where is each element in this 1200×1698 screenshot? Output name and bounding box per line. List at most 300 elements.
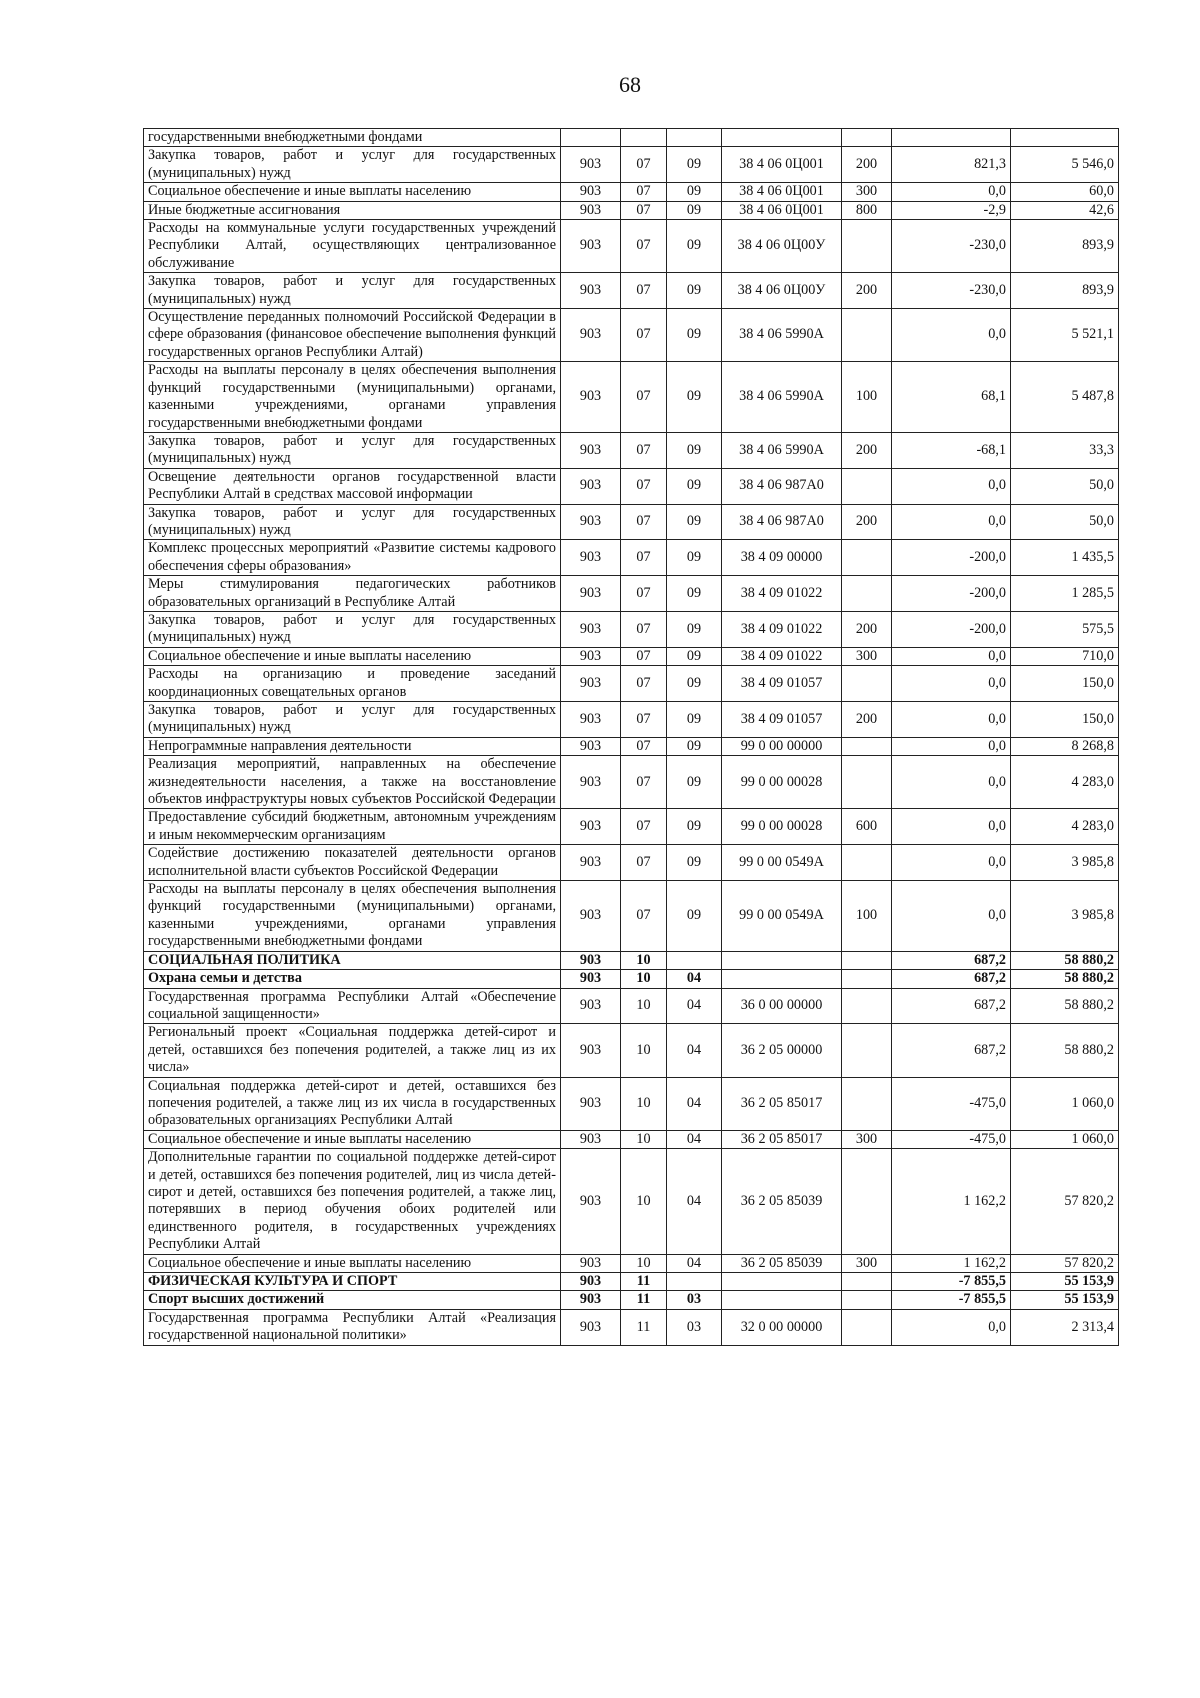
target-article-cell: 36 2 05 85039 [722,1254,842,1272]
table-row [144,183,1119,201]
row-name-cell: Социальное обеспечение и иные выплаты населению [144,647,561,665]
section-code-cell: 07 [621,468,667,504]
grbs-code-cell: 903 [561,504,621,540]
row-name-cell: государственными внебюджетными фондами [144,129,561,147]
row-name-cell: Закупка товаров, работ и услуг для государственных (муниципальных) нужд [144,611,561,647]
section-code-cell: 10 [621,988,667,1024]
subsection-code-cell: 04 [667,1149,722,1254]
change-amount-cell: 1 162,2 [892,1254,1011,1272]
grbs-code-cell: 903 [561,432,621,468]
table-row [144,970,1119,988]
table-row [144,129,1119,147]
subsection-code-cell: 09 [667,432,722,468]
table-row [144,611,1119,647]
total-amount-cell: 150,0 [1011,702,1119,738]
page-number: 68 [619,72,641,97]
expense-type-cell: 200 [842,702,892,738]
target-article-cell: 38 4 09 01022 [722,647,842,665]
grbs-code-cell: 903 [561,201,621,219]
total-amount-cell: 55 153,9 [1011,1291,1119,1309]
expense-type-cell [842,540,892,576]
total-amount-cell: 50,0 [1011,468,1119,504]
section-code-cell: 07 [621,666,667,702]
table-row [144,468,1119,504]
target-article-cell: 38 4 06 5990А [722,432,842,468]
expense-type-cell: 100 [842,881,892,952]
change-amount-cell: -230,0 [892,220,1011,273]
subsection-code-cell: 09 [667,666,722,702]
grbs-code-cell: 903 [561,951,621,969]
grbs-code-cell: 903 [561,147,621,183]
table-row [144,845,1119,881]
target-article-cell: 36 2 05 00000 [722,1024,842,1077]
total-amount-cell: 5 521,1 [1011,309,1119,362]
change-amount-cell: 0,0 [892,845,1011,881]
table-row [144,1254,1119,1272]
grbs-code-cell: 903 [561,1149,621,1254]
change-amount-cell: 687,2 [892,951,1011,969]
grbs-code-cell: 903 [561,702,621,738]
change-amount-cell: -200,0 [892,611,1011,647]
total-amount-cell: 893,9 [1011,220,1119,273]
change-amount-cell: -200,0 [892,576,1011,612]
change-amount-cell: 821,3 [892,147,1011,183]
change-amount-cell: 0,0 [892,183,1011,201]
target-article-cell: 38 4 09 00000 [722,540,842,576]
row-name-cell: Закупка товаров, работ и услуг для государственных (муниципальных) нужд [144,432,561,468]
table-row [144,756,1119,809]
change-amount-cell: -200,0 [892,540,1011,576]
table-row [144,702,1119,738]
subsection-code-cell [667,951,722,969]
row-name-cell: Осуществление переданных полномочий Российской Федерации в сфере образования (финансовое обеспечение выполнения функций государственных органов Республики Алтай) [144,309,561,362]
grbs-code-cell: 903 [561,970,621,988]
row-name-cell: Социальное обеспечение и иные выплаты населению [144,183,561,201]
total-amount-cell: 42,6 [1011,201,1119,219]
total-amount-cell: 5 487,8 [1011,362,1119,433]
subsection-code-cell: 09 [667,468,722,504]
subsection-code-cell: 09 [667,881,722,952]
section-code-cell: 10 [621,1254,667,1272]
subsection-code-cell: 09 [667,220,722,273]
table-row [144,951,1119,969]
grbs-code-cell: 903 [561,183,621,201]
section-code-cell: 11 [621,1291,667,1309]
grbs-code-cell: 903 [561,647,621,665]
section-code-cell: 07 [621,737,667,755]
expense-type-cell: 200 [842,611,892,647]
target-article-cell: 99 0 00 0549А [722,881,842,952]
table-row [144,1291,1119,1309]
change-amount-cell: 0,0 [892,504,1011,540]
table-row [144,1024,1119,1077]
table-row [144,1273,1119,1291]
target-article-cell: 32 0 00 00000 [722,1309,842,1345]
change-amount-cell: -7 855,5 [892,1291,1011,1309]
target-article-cell: 99 0 00 0549А [722,845,842,881]
subsection-code-cell: 09 [667,809,722,845]
section-code-cell [621,129,667,147]
subsection-code-cell: 09 [667,504,722,540]
section-code-cell: 10 [621,1130,667,1148]
target-article-cell [722,129,842,147]
table-row [144,220,1119,273]
subsection-code-cell: 09 [667,611,722,647]
target-article-cell: 36 2 05 85017 [722,1077,842,1130]
target-article-cell: 38 4 06 0Ц001 [722,183,842,201]
subsection-code-cell: 09 [667,756,722,809]
total-amount-cell: 5 546,0 [1011,147,1119,183]
total-amount-cell: 57 820,2 [1011,1149,1119,1254]
section-code-cell: 07 [621,309,667,362]
row-name-cell: Расходы на организацию и проведение заседаний координационных совещательных органов [144,666,561,702]
table-row [144,362,1119,433]
row-name-cell: Охрана семьи и детства [144,970,561,988]
subsection-code-cell: 09 [667,540,722,576]
total-amount-cell: 8 268,8 [1011,737,1119,755]
expense-type-cell [842,988,892,1024]
section-code-cell: 10 [621,970,667,988]
total-amount-cell: 710,0 [1011,647,1119,665]
section-code-cell: 10 [621,951,667,969]
total-amount-cell: 150,0 [1011,666,1119,702]
row-name-cell: Предоставление субсидий бюджетным, автономным учреждениям и иным некоммерческим организациям [144,809,561,845]
section-code-cell: 07 [621,183,667,201]
expense-type-cell: 200 [842,147,892,183]
change-amount-cell: -475,0 [892,1077,1011,1130]
row-name-cell: Расходы на выплаты персоналу в целях обеспечения выполнения функций государственными (муниципальными) органами, казенными учреждениями, органами управления государственными внебюджетными фондами [144,362,561,433]
total-amount-cell: 1 285,5 [1011,576,1119,612]
table-row [144,1309,1119,1345]
target-article-cell [722,951,842,969]
total-amount-cell: 1 060,0 [1011,1077,1119,1130]
grbs-code-cell: 903 [561,845,621,881]
total-amount-cell: 33,3 [1011,432,1119,468]
expense-type-cell [842,129,892,147]
grbs-code-cell: 903 [561,1291,621,1309]
subsection-code-cell: 04 [667,988,722,1024]
subsection-code-cell: 09 [667,201,722,219]
section-code-cell: 07 [621,220,667,273]
expense-type-cell [842,576,892,612]
expense-type-cell [842,1309,892,1345]
section-code-cell: 07 [621,504,667,540]
row-name-cell: Содействие достижению показателей деятельности органов исполнительной власти субъектов Российской Федерации [144,845,561,881]
expense-type-cell: 300 [842,183,892,201]
row-name-cell: Социальное обеспечение и иные выплаты населению [144,1254,561,1272]
row-name-cell: Социальное обеспечение и иные выплаты населению [144,1130,561,1148]
section-code-cell: 10 [621,1024,667,1077]
target-article-cell: 38 4 09 01022 [722,576,842,612]
grbs-code-cell: 903 [561,468,621,504]
expense-type-cell: 800 [842,201,892,219]
section-code-cell: 07 [621,647,667,665]
row-name-cell: Государственная программа Республики Алтай «Реализация государственной национальной политики» [144,1309,561,1345]
section-code-cell: 10 [621,1077,667,1130]
section-code-cell: 07 [621,576,667,612]
total-amount-cell: 1 435,5 [1011,540,1119,576]
total-amount-cell: 4 283,0 [1011,809,1119,845]
change-amount-cell: 687,2 [892,970,1011,988]
row-name-cell: Расходы на выплаты персоналу в целях обеспечения выполнения функций государственными (муниципальными) органами, казенными учреждениями, органами управления государственными внебюджетными фондами [144,881,561,952]
grbs-code-cell: 903 [561,1024,621,1077]
expense-type-cell [842,951,892,969]
grbs-code-cell: 903 [561,540,621,576]
expense-type-cell: 300 [842,1130,892,1148]
grbs-code-cell: 903 [561,737,621,755]
grbs-code-cell: 903 [561,756,621,809]
table-row [144,504,1119,540]
subsection-code-cell: 03 [667,1291,722,1309]
expense-type-cell: 200 [842,273,892,309]
target-article-cell: 38 4 06 5990А [722,309,842,362]
expense-type-cell [842,1024,892,1077]
target-article-cell: 38 4 06 987А0 [722,504,842,540]
grbs-code-cell [561,129,621,147]
subsection-code-cell: 09 [667,147,722,183]
subsection-code-cell: 04 [667,1130,722,1148]
table-row [144,737,1119,755]
budget-table-body [144,129,1119,1346]
subsection-code-cell: 09 [667,702,722,738]
row-name-cell: Спорт высших достижений [144,1291,561,1309]
target-article-cell: 38 4 09 01057 [722,702,842,738]
row-name-cell: Закупка товаров, работ и услуг для государственных (муниципальных) нужд [144,273,561,309]
row-name-cell: Закупка товаров, работ и услуг для государственных (муниципальных) нужд [144,702,561,738]
grbs-code-cell: 903 [561,309,621,362]
subsection-code-cell [667,129,722,147]
change-amount-cell: -475,0 [892,1130,1011,1148]
change-amount-cell: 68,1 [892,362,1011,433]
change-amount-cell: -68,1 [892,432,1011,468]
expense-type-cell [842,756,892,809]
total-amount-cell: 4 283,0 [1011,756,1119,809]
row-name-cell: Дополнительные гарантии по социальной поддержке детей-сирот и детей, оставшихся без попечения родителей, лиц из числа детей-сирот и детей, оставшихся без попечения родителей, а также лиц, потерявших в период обучения обоих родителей или единственного родителя, в государственных учреждениях Республики Алтай [144,1149,561,1254]
target-article-cell: 38 4 06 0Ц00У [722,220,842,273]
section-code-cell: 07 [621,881,667,952]
row-name-cell: Государственная программа Республики Алтай «Обеспечение социальной защищенности» [144,988,561,1024]
table-row [144,201,1119,219]
expense-type-cell: 200 [842,432,892,468]
table-row [144,147,1119,183]
total-amount-cell: 3 985,8 [1011,845,1119,881]
change-amount-cell: 0,0 [892,647,1011,665]
grbs-code-cell: 903 [561,1077,621,1130]
subsection-code-cell: 09 [667,576,722,612]
total-amount-cell: 58 880,2 [1011,970,1119,988]
row-name-cell: Расходы на коммунальные услуги государственных учреждений Республики Алтай, осуществляющих централизованное обслуживание [144,220,561,273]
expense-type-cell [842,1273,892,1291]
subsection-code-cell [667,1273,722,1291]
grbs-code-cell: 903 [561,273,621,309]
expense-type-cell [842,1149,892,1254]
total-amount-cell: 58 880,2 [1011,951,1119,969]
target-article-cell: 99 0 00 00000 [722,737,842,755]
change-amount-cell: 687,2 [892,988,1011,1024]
change-amount-cell: 0,0 [892,1309,1011,1345]
expense-type-cell: 100 [842,362,892,433]
row-name-cell: СОЦИАЛЬНАЯ ПОЛИТИКА [144,951,561,969]
change-amount-cell: 687,2 [892,1024,1011,1077]
expense-type-cell [842,845,892,881]
subsection-code-cell: 04 [667,1254,722,1272]
total-amount-cell: 55 153,9 [1011,1273,1119,1291]
expense-type-cell: 200 [842,504,892,540]
row-name-cell: Иные бюджетные ассигнования [144,201,561,219]
target-article-cell [722,1291,842,1309]
change-amount-cell: 0,0 [892,737,1011,755]
change-amount-cell: -230,0 [892,273,1011,309]
table-row [144,432,1119,468]
grbs-code-cell: 903 [561,220,621,273]
total-amount-cell: 60,0 [1011,183,1119,201]
change-amount-cell [892,129,1011,147]
table-row [144,273,1119,309]
target-article-cell: 38 4 06 0Ц001 [722,201,842,219]
subsection-code-cell: 09 [667,362,722,433]
table-row [144,1077,1119,1130]
row-name-cell: Освещение деятельности органов государственной власти Республики Алтай в средствах массовой информации [144,468,561,504]
table-row [144,309,1119,362]
table-row [144,576,1119,612]
table-row [144,1149,1119,1254]
expense-type-cell [842,737,892,755]
table-row [144,988,1119,1024]
grbs-code-cell: 903 [561,1130,621,1148]
grbs-code-cell: 903 [561,809,621,845]
subsection-code-cell: 09 [667,845,722,881]
subsection-code-cell: 09 [667,183,722,201]
row-name-cell: Социальная поддержка детей-сирот и детей, оставшихся без попечения родителей, а также лиц из их числа в государственных образовательных организациях Республики Алтай [144,1077,561,1130]
grbs-code-cell: 903 [561,1273,621,1291]
grbs-code-cell: 903 [561,576,621,612]
expense-type-cell [842,220,892,273]
budget-table [143,128,1119,1346]
row-name-cell: Комплекс процессных мероприятий «Развитие системы кадрового обеспечения сферы образования» [144,540,561,576]
grbs-code-cell: 903 [561,1309,621,1345]
section-code-cell: 07 [621,201,667,219]
grbs-code-cell: 903 [561,611,621,647]
table-row [144,1130,1119,1148]
subsection-code-cell: 09 [667,309,722,362]
target-article-cell: 99 0 00 00028 [722,756,842,809]
expense-type-cell: 300 [842,1254,892,1272]
table-row [144,809,1119,845]
expense-type-cell [842,468,892,504]
grbs-code-cell: 903 [561,362,621,433]
change-amount-cell: 0,0 [892,756,1011,809]
total-amount-cell: 575,5 [1011,611,1119,647]
grbs-code-cell: 903 [561,988,621,1024]
target-article-cell: 38 4 09 01057 [722,666,842,702]
change-amount-cell: 0,0 [892,468,1011,504]
subsection-code-cell: 09 [667,273,722,309]
target-article-cell: 36 0 00 00000 [722,988,842,1024]
row-name-cell: ФИЗИЧЕСКАЯ КУЛЬТУРА И СПОРТ [144,1273,561,1291]
total-amount-cell: 58 880,2 [1011,1024,1119,1077]
section-code-cell: 07 [621,432,667,468]
expense-type-cell: 600 [842,809,892,845]
expense-type-cell [842,309,892,362]
section-code-cell: 10 [621,1149,667,1254]
expense-type-cell: 300 [842,647,892,665]
section-code-cell: 07 [621,273,667,309]
expense-type-cell [842,1077,892,1130]
section-code-cell: 11 [621,1273,667,1291]
row-name-cell: Непрограммные направления деятельности [144,737,561,755]
change-amount-cell: 0,0 [892,666,1011,702]
total-amount-cell: 50,0 [1011,504,1119,540]
target-article-cell: 38 4 06 0Ц00У [722,273,842,309]
section-code-cell: 07 [621,845,667,881]
table-row [144,666,1119,702]
change-amount-cell: 1 162,2 [892,1149,1011,1254]
row-name-cell: Закупка товаров, работ и услуг для государственных (муниципальных) нужд [144,504,561,540]
subsection-code-cell: 09 [667,737,722,755]
target-article-cell: 99 0 00 00028 [722,809,842,845]
total-amount-cell: 58 880,2 [1011,988,1119,1024]
change-amount-cell: 0,0 [892,881,1011,952]
change-amount-cell: 0,0 [892,309,1011,362]
expense-type-cell [842,666,892,702]
expense-type-cell [842,1291,892,1309]
section-code-cell: 07 [621,540,667,576]
section-code-cell: 07 [621,702,667,738]
grbs-code-cell: 903 [561,1254,621,1272]
total-amount-cell: 1 060,0 [1011,1130,1119,1148]
expense-type-cell [842,970,892,988]
target-article-cell: 38 4 06 0Ц001 [722,147,842,183]
target-article-cell [722,970,842,988]
subsection-code-cell: 04 [667,970,722,988]
target-article-cell: 38 4 09 01022 [722,611,842,647]
grbs-code-cell: 903 [561,666,621,702]
table-row [144,647,1119,665]
table-row [144,881,1119,952]
target-article-cell: 36 2 05 85039 [722,1149,842,1254]
total-amount-cell: 893,9 [1011,273,1119,309]
change-amount-cell: -7 855,5 [892,1273,1011,1291]
total-amount-cell [1011,129,1119,147]
row-name-cell: Реализация мероприятий, направленных на обеспечение жизнедеятельности населения, а также на восстановление объектов инфраструктуры новых субъектов Российской Федерации [144,756,561,809]
total-amount-cell: 3 985,8 [1011,881,1119,952]
section-code-cell: 07 [621,362,667,433]
target-article-cell: 38 4 06 987А0 [722,468,842,504]
section-code-cell: 07 [621,809,667,845]
total-amount-cell: 2 313,4 [1011,1309,1119,1345]
change-amount-cell: -2,9 [892,201,1011,219]
table-row [144,540,1119,576]
total-amount-cell: 57 820,2 [1011,1254,1119,1272]
section-code-cell: 07 [621,611,667,647]
subsection-code-cell: 04 [667,1024,722,1077]
subsection-code-cell: 09 [667,647,722,665]
section-code-cell: 07 [621,147,667,183]
row-name-cell: Закупка товаров, работ и услуг для государственных (муниципальных) нужд [144,147,561,183]
target-article-cell: 36 2 05 85017 [722,1130,842,1148]
change-amount-cell: 0,0 [892,702,1011,738]
section-code-cell: 11 [621,1309,667,1345]
row-name-cell: Меры стимулирования педагогических работников образовательных организаций в Республике Алтай [144,576,561,612]
section-code-cell: 07 [621,756,667,809]
grbs-code-cell: 903 [561,881,621,952]
target-article-cell [722,1273,842,1291]
subsection-code-cell: 03 [667,1309,722,1345]
row-name-cell: Региональный проект «Социальная поддержка детей-сирот и детей, оставшихся без попечения родителей, а также лиц из их числа» [144,1024,561,1077]
target-article-cell: 38 4 06 5990А [722,362,842,433]
subsection-code-cell: 04 [667,1077,722,1130]
change-amount-cell: 0,0 [892,809,1011,845]
